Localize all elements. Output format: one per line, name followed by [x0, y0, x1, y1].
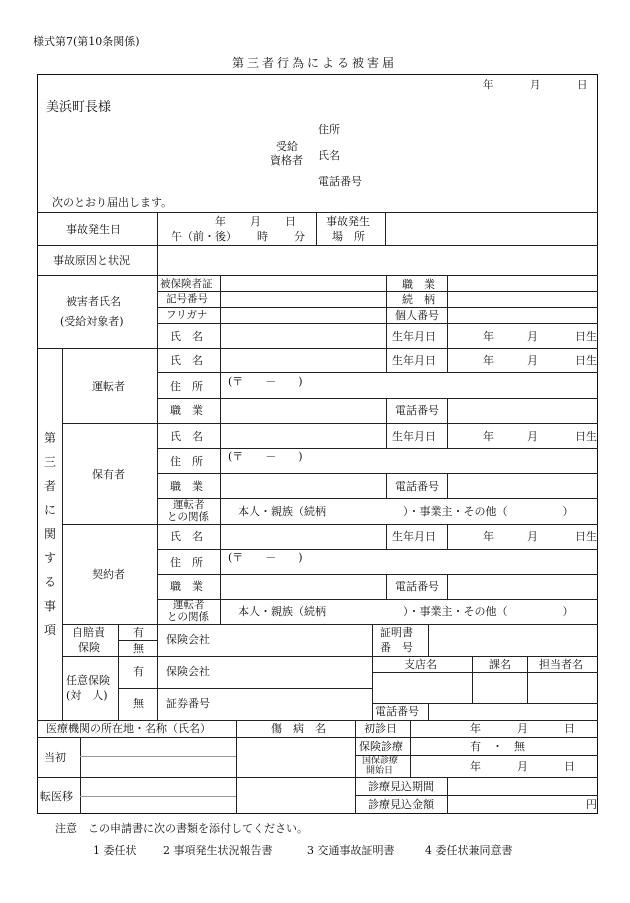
- line: [355, 720, 356, 814]
- line: [447, 423, 448, 448]
- driver-name-label: 氏 名: [170, 354, 203, 367]
- injury-label: 傷 病 名: [271, 722, 326, 735]
- accident-date-day: 日: [285, 215, 296, 228]
- first-visit-day: 日: [564, 722, 575, 735]
- line: [386, 275, 387, 348]
- line: [62, 348, 63, 720]
- line: [447, 574, 448, 599]
- owner-birth-day: 日生: [575, 430, 597, 443]
- section-name-label: 課名: [489, 658, 511, 671]
- line: [118, 640, 157, 641]
- dotted-line: [80, 796, 236, 797]
- line: [386, 574, 387, 599]
- voluntary-policy-label: 証券番号: [166, 697, 210, 710]
- contractor-relation-label-1: 運転者: [173, 599, 205, 611]
- contractor-relation-options: 本人・親族（続柄 ）・事業主・その他（ ）: [238, 605, 574, 618]
- line: [37, 348, 598, 349]
- line: [118, 624, 119, 720]
- owner-birth-year: 年: [483, 430, 494, 443]
- contact-person-label: 担当者名: [539, 658, 583, 671]
- line: [472, 656, 473, 703]
- insured-treatment-value: 有 ・ 無: [470, 740, 525, 753]
- line: [157, 307, 598, 308]
- owner-postal: (〒 － ): [228, 450, 303, 463]
- driver-birth-label: 生年月日: [392, 354, 436, 367]
- national-start-year: 年: [470, 760, 481, 773]
- line: [386, 348, 387, 372]
- driver-phone-label: 電話番号: [395, 404, 439, 417]
- victim-relation-label: 続 柄: [402, 293, 435, 306]
- accident-cause-label: 事故原因と状況: [53, 254, 130, 267]
- victim-birth-day: 日生: [575, 330, 597, 343]
- contractor-name-label: 氏 名: [170, 530, 203, 543]
- line: [447, 348, 448, 372]
- form-number: 様式第7(第10条関係): [33, 35, 140, 48]
- notes-lead: 注意 この申請書に次の書類を添付してください。: [55, 822, 308, 835]
- line: [157, 448, 598, 449]
- voluntary-company-label: 保険会社: [166, 665, 210, 678]
- national-start-label-1: 国保診療: [362, 756, 399, 766]
- line: [157, 473, 598, 474]
- victim-name-label: 氏 名: [170, 330, 203, 343]
- compulsory-label-1: 自賠責: [72, 626, 105, 639]
- victim-furigana-label: フリガナ: [166, 309, 208, 321]
- third-party-section-label: [43, 432, 57, 648]
- line: [447, 524, 448, 549]
- contractor-birth-month: 月: [527, 530, 538, 543]
- line: [80, 737, 81, 814]
- first-visit-month: 月: [517, 722, 528, 735]
- owner-phone-label: 電話番号: [395, 480, 439, 493]
- first-visit-label: 初診日: [364, 722, 397, 735]
- owner-relation-label-1: 運転者: [173, 499, 205, 511]
- line: [62, 624, 598, 625]
- national-start-label-2: 開始日: [366, 766, 394, 776]
- line: [157, 599, 598, 600]
- applicant-name-label: 氏名: [318, 149, 340, 162]
- accident-place-label-1: 事故発生: [326, 215, 370, 228]
- notes-item-2: 2 事項発生状況報告書: [163, 844, 273, 857]
- header-date-month: 月: [530, 79, 541, 91]
- contractor-phone-label: 電話番号: [395, 580, 439, 593]
- victim-insured-no-2: 記号番号: [166, 293, 208, 305]
- line: [157, 398, 598, 399]
- applicant-label-2: 資格者: [270, 154, 303, 167]
- line: [220, 275, 221, 624]
- page-title: 第三者行為による被害届: [232, 56, 398, 70]
- third-party-char: す: [43, 551, 56, 565]
- first-visit-year: 年: [470, 722, 481, 735]
- driver-postal: (〒 － ): [228, 375, 303, 388]
- compulsory-yes: 有: [133, 626, 144, 639]
- third-party-char: る: [43, 575, 56, 589]
- line: [37, 245, 598, 246]
- line: [37, 737, 598, 738]
- compulsory-label-2: 保険: [78, 641, 100, 654]
- voluntary-label-2: (対 人): [66, 689, 108, 702]
- line: [157, 212, 158, 720]
- contractor-occupation-label: 職 業: [170, 580, 203, 593]
- line: [428, 624, 429, 656]
- dotted-line: [80, 756, 236, 757]
- accident-date-label: 事故発生日: [66, 223, 121, 236]
- accident-place-label-2: 場 所: [332, 230, 365, 243]
- line: [447, 473, 448, 498]
- line: [62, 524, 598, 525]
- line: [37, 275, 598, 276]
- owner-relation-label-2: との関係: [167, 511, 209, 523]
- line: [62, 656, 598, 657]
- compulsory-company-label: 保険会社: [166, 633, 210, 646]
- intro-text: 次のとおり届出します。: [52, 196, 173, 209]
- line: [236, 720, 237, 814]
- line: [447, 398, 448, 423]
- owner-name-label: 氏 名: [170, 430, 203, 443]
- third-party-char: 者: [43, 479, 56, 493]
- contractor-relation-label-2: との関係: [167, 611, 209, 623]
- accident-time-minute: 分: [294, 230, 305, 243]
- addressee: 美浜町長様: [46, 100, 112, 115]
- driver-birth-day: 日生: [575, 354, 597, 367]
- victim-label-1: 被害者氏名: [66, 295, 121, 308]
- accident-date-year: 年: [215, 215, 226, 228]
- applicant-address-label: 住所: [318, 123, 340, 136]
- victim-birth-label: 生年月日: [392, 330, 436, 343]
- initial-label: 当初: [44, 751, 66, 764]
- line: [37, 720, 598, 721]
- driver-occupation-label: 職 業: [170, 404, 203, 417]
- line: [316, 212, 317, 245]
- line: [355, 795, 598, 796]
- notes-item-3: 3 交通事故証明書: [307, 844, 395, 857]
- voluntary-label-1: 任意保険: [66, 674, 110, 687]
- contractor-birth-label: 生年月日: [392, 530, 436, 543]
- insured-treatment-label: 保険診療: [359, 740, 403, 753]
- voluntary-no: 無: [133, 697, 144, 710]
- line: [157, 549, 598, 550]
- national-start-month: 月: [517, 760, 528, 773]
- header-date-day: 日: [577, 79, 588, 91]
- line: [372, 703, 598, 704]
- third-party-char: 第: [43, 431, 56, 445]
- line: [62, 423, 598, 424]
- line: [157, 323, 598, 324]
- line: [157, 574, 598, 575]
- voluntary-yes: 有: [133, 665, 144, 678]
- line: [37, 777, 598, 778]
- driver-address-label: 住 所: [170, 380, 203, 393]
- line: [410, 720, 411, 777]
- owner-address-label: 住 所: [170, 455, 203, 468]
- line: [386, 473, 387, 498]
- victim-insured-no-1: 被保険者証: [160, 278, 213, 290]
- line: [428, 703, 429, 720]
- accident-time-ampm: 午（前・後）: [171, 230, 237, 243]
- third-party-char: に: [43, 503, 56, 517]
- accident-date-month: 月: [250, 215, 261, 228]
- line: [386, 423, 387, 448]
- line: [447, 777, 448, 814]
- yen-label: 円: [586, 798, 597, 811]
- line: [386, 398, 387, 423]
- line: [447, 275, 448, 348]
- expected-period-label: 診療見込期間: [368, 780, 434, 793]
- third-party-char: 項: [43, 623, 56, 637]
- accident-time-hour: 時: [257, 230, 268, 243]
- contractor-postal: (〒 － ): [228, 551, 303, 564]
- line: [372, 672, 598, 673]
- contractor-birth-day: 日生: [575, 530, 597, 543]
- line: [527, 656, 528, 703]
- certificate-label-1: 証明書: [380, 626, 413, 639]
- line: [157, 498, 598, 499]
- line: [385, 212, 386, 245]
- agency-phone-label: 電話番号: [375, 705, 419, 718]
- branch-name-label: 支店名: [404, 658, 437, 671]
- owner-label: 保有者: [92, 468, 125, 481]
- compulsory-no: 無: [133, 642, 144, 655]
- institution-label: 医療機関の所在地・名称（氏名）: [46, 722, 211, 735]
- line: [157, 372, 598, 373]
- owner-birth-label: 生年月日: [392, 430, 436, 443]
- notes-item-4: 4 委任状兼同意書: [425, 844, 513, 857]
- notes-item-1: 1 委任状: [93, 844, 137, 857]
- line: [157, 291, 598, 292]
- owner-birth-month: 月: [527, 430, 538, 443]
- driver-birth-month: 月: [527, 354, 538, 367]
- applicant-phone-label: 電話番号: [318, 175, 362, 188]
- victim-occupation-label: 職 業: [402, 278, 435, 291]
- victim-personal-no-label: 個人番号: [395, 309, 439, 322]
- transfer-label: 転医移: [40, 790, 73, 803]
- owner-relation-options: 本人・親族（続柄 ）・事業主・その他（ ）: [238, 505, 574, 518]
- line: [372, 624, 373, 720]
- third-party-char: 事: [43, 599, 56, 613]
- driver-birth-year: 年: [483, 354, 494, 367]
- driver-label: 運転者: [92, 380, 125, 393]
- national-start-day: 日: [564, 760, 575, 773]
- line: [386, 524, 387, 549]
- applicant-label-1: 受給: [276, 140, 298, 153]
- header-date-year: 年: [483, 79, 494, 91]
- expected-amount-label: 診療見込金額: [368, 798, 434, 811]
- victim-label-2: (受給対象者): [60, 315, 124, 328]
- contractor-birth-year: 年: [483, 530, 494, 543]
- third-party-char: 三: [43, 455, 56, 469]
- victim-birth-month: 月: [527, 330, 538, 343]
- certificate-label-2: 番 号: [380, 641, 413, 654]
- contractor-label: 契約者: [92, 568, 125, 581]
- line: [37, 212, 598, 213]
- victim-birth-year: 年: [483, 330, 494, 343]
- contractor-address-label: 住 所: [170, 556, 203, 569]
- owner-occupation-label: 職 業: [170, 480, 203, 493]
- third-party-char: 関: [43, 527, 56, 541]
